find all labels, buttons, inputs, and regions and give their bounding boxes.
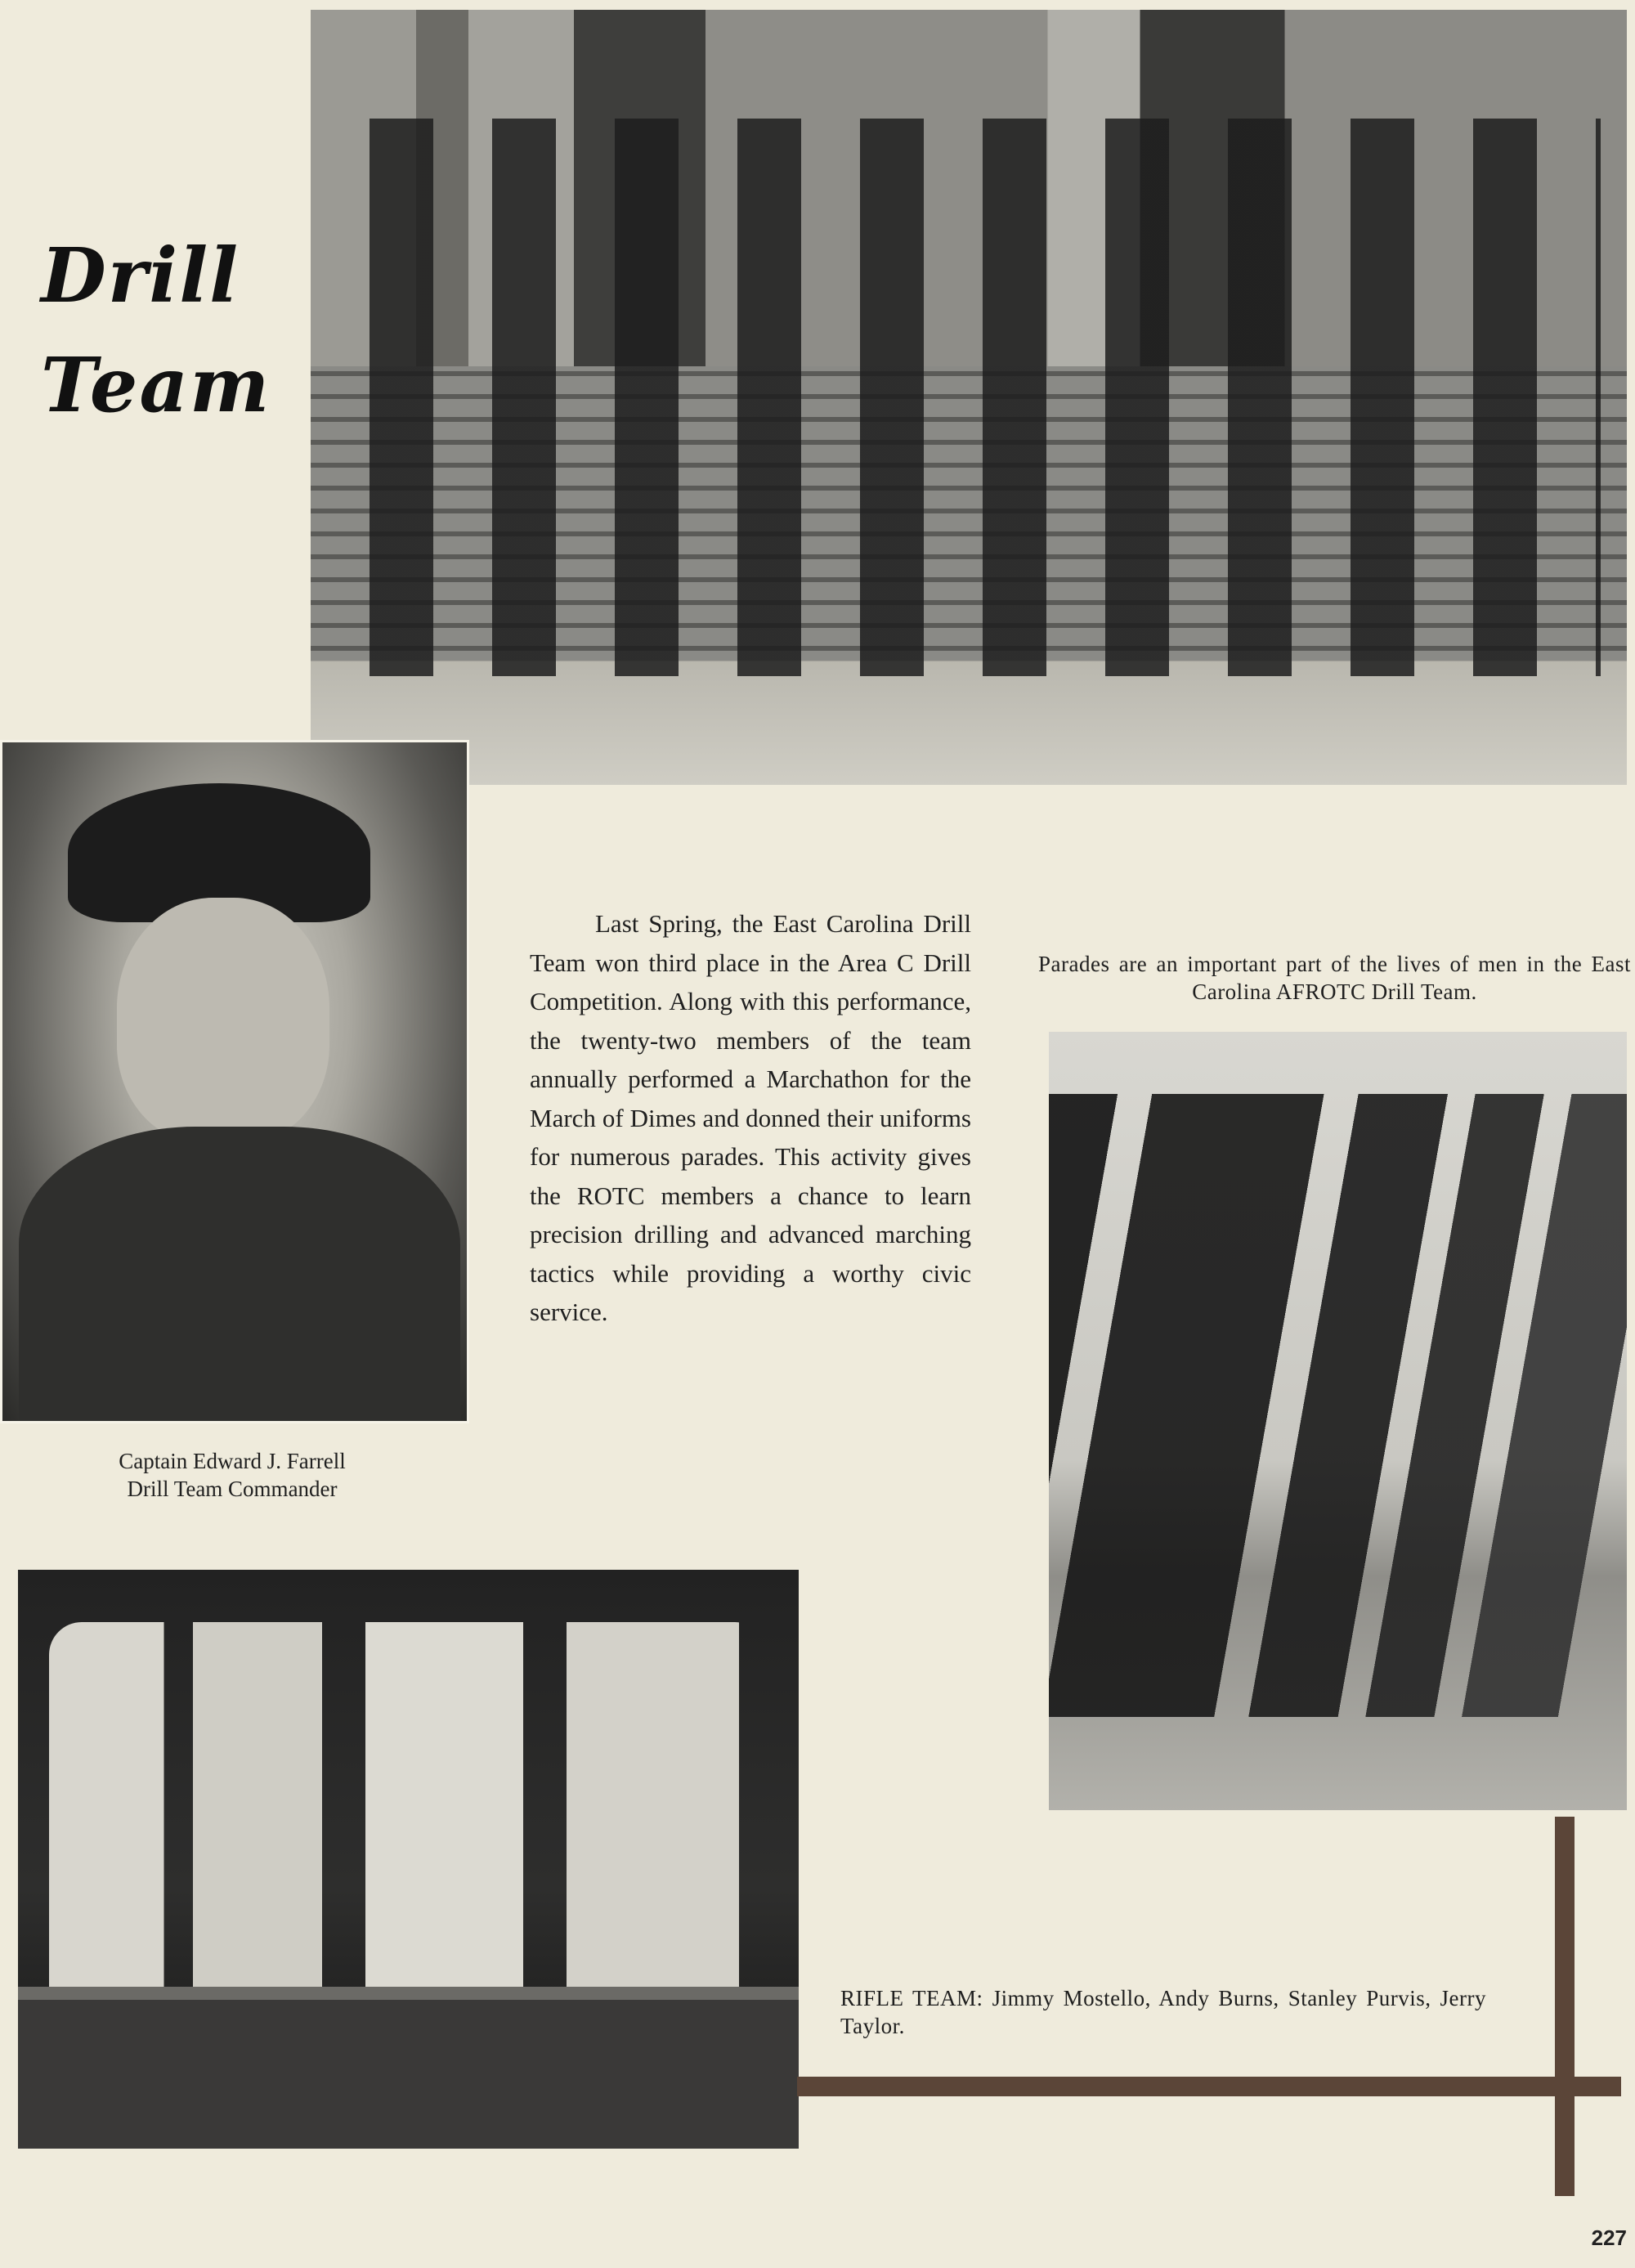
rifle-bench (18, 1987, 799, 2149)
article-paragraph: Last Spring, the East Carolina Drill Team won third place in the Area C Drill Competition. Along with this performance, the twenty-two members of the team annually performed a Marchathon for the March of Dimes and donned their uniforms for numerous parades. This activity gives the ROTC members a chance to learn precision drilling and advanced marching tactics while providing a worthy civic service. (530, 909, 971, 1326)
portrait-uniform (19, 1127, 460, 1421)
page-number: 227 (1591, 2225, 1627, 2250)
parade-caption: Parades are an important part of the lives of men in the East Carolina AFROTC Drill Team. (1038, 952, 1631, 1004)
captain-caption-name: Captain Edward J. Farrell (119, 1449, 346, 1473)
decorative-vertical-bar (1555, 1817, 1575, 2196)
portrait-face (117, 898, 329, 1143)
title-line-1: Drill (41, 231, 240, 320)
captain-caption (0, 1447, 464, 1503)
decorative-horizontal-bar (797, 2077, 1621, 2096)
captain-caption-role: Drill Team Commander (127, 1477, 338, 1501)
drill-team-group-photo (311, 10, 1627, 785)
page-title (41, 221, 311, 440)
title-line-2: Team (41, 341, 271, 429)
captain-portrait-photo (0, 740, 469, 1423)
cadet-figures (337, 119, 1601, 677)
rifle-team-caption: RIFLE TEAM: Jimmy Mostello, Andy Burns, Stanley Purvis, Jerry Taylor. (840, 1986, 1486, 2038)
rifle-team-photo (18, 1570, 799, 2149)
parade-photo (1049, 1032, 1627, 1810)
marching-cadets (1049, 1094, 1627, 1717)
rifle-team-members (49, 1622, 768, 2028)
